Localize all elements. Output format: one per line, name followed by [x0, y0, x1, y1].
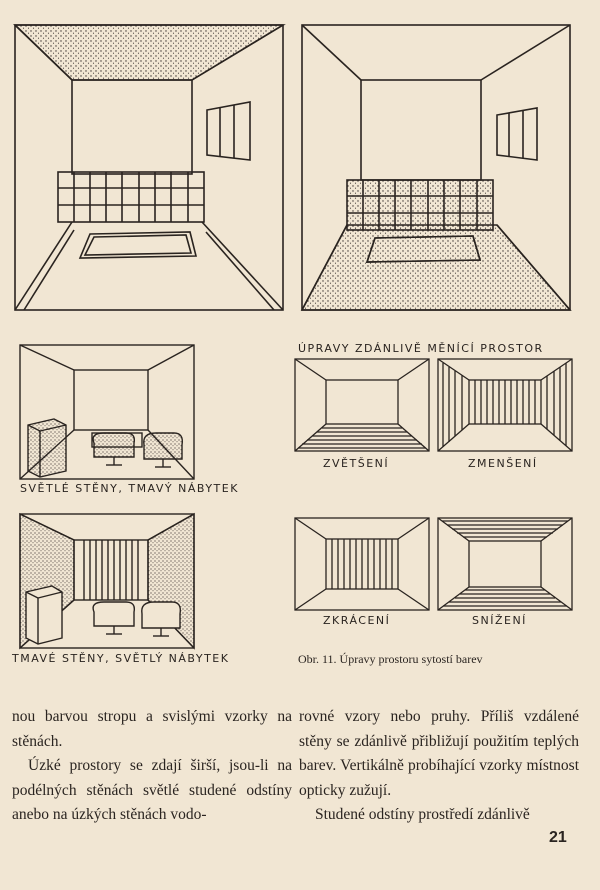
label-enlarge: ZVĚTŠENÍ [323, 457, 390, 470]
figure-heading: ÚPRAVY ZDÁNLIVĚ MĚNÍCÍ PROSTOR [298, 342, 544, 355]
paragraph: Úzké prostory se zdají širší, jsou-li na podélných stěnách světlé studené odstíny anebo na úzkých stěnách vodo- [12, 757, 292, 823]
diagram-lower [437, 517, 573, 611]
paragraph: nou barvou stropu a svislými vzorky na stěnách. [12, 708, 292, 750]
diagram-reduce [437, 358, 573, 452]
figure-caption: Obr. 11. Úpravy prostoru sytostí barev [298, 652, 483, 666]
label-light-walls: SVĚTLÉ STĚNY, TMAVÝ NÁBYTEK [20, 482, 239, 495]
label-shorten: ZKRÁCENÍ [323, 614, 391, 627]
room-dark-walls-light-furniture [18, 512, 198, 652]
room-illustration-ceiling [10, 20, 288, 315]
paragraph: Studené odstíny prostředí zdánlivě [315, 806, 530, 823]
label-lower: SNÍŽENÍ [472, 614, 527, 627]
label-reduce: ZMENŠENÍ [468, 457, 538, 470]
text-column-right [299, 705, 579, 828]
paragraph: rovné vzory nebo pruhy. Příliš vzdálené stěny se zdánlivě přibližují použitím teplých barev. Vertikálně probíhající vzorky místnost opticky zužují. [299, 708, 579, 799]
diagram-shorten [294, 517, 430, 611]
text-column-left [12, 705, 292, 828]
room-light-walls-dark-furniture [18, 343, 198, 483]
page-number: 21 [549, 829, 567, 846]
room-illustration-floor [297, 20, 577, 315]
label-dark-walls: TMAVÉ STĚNY, SVĚTLÝ NÁBYTEK [12, 652, 230, 665]
diagram-enlarge [294, 358, 430, 452]
